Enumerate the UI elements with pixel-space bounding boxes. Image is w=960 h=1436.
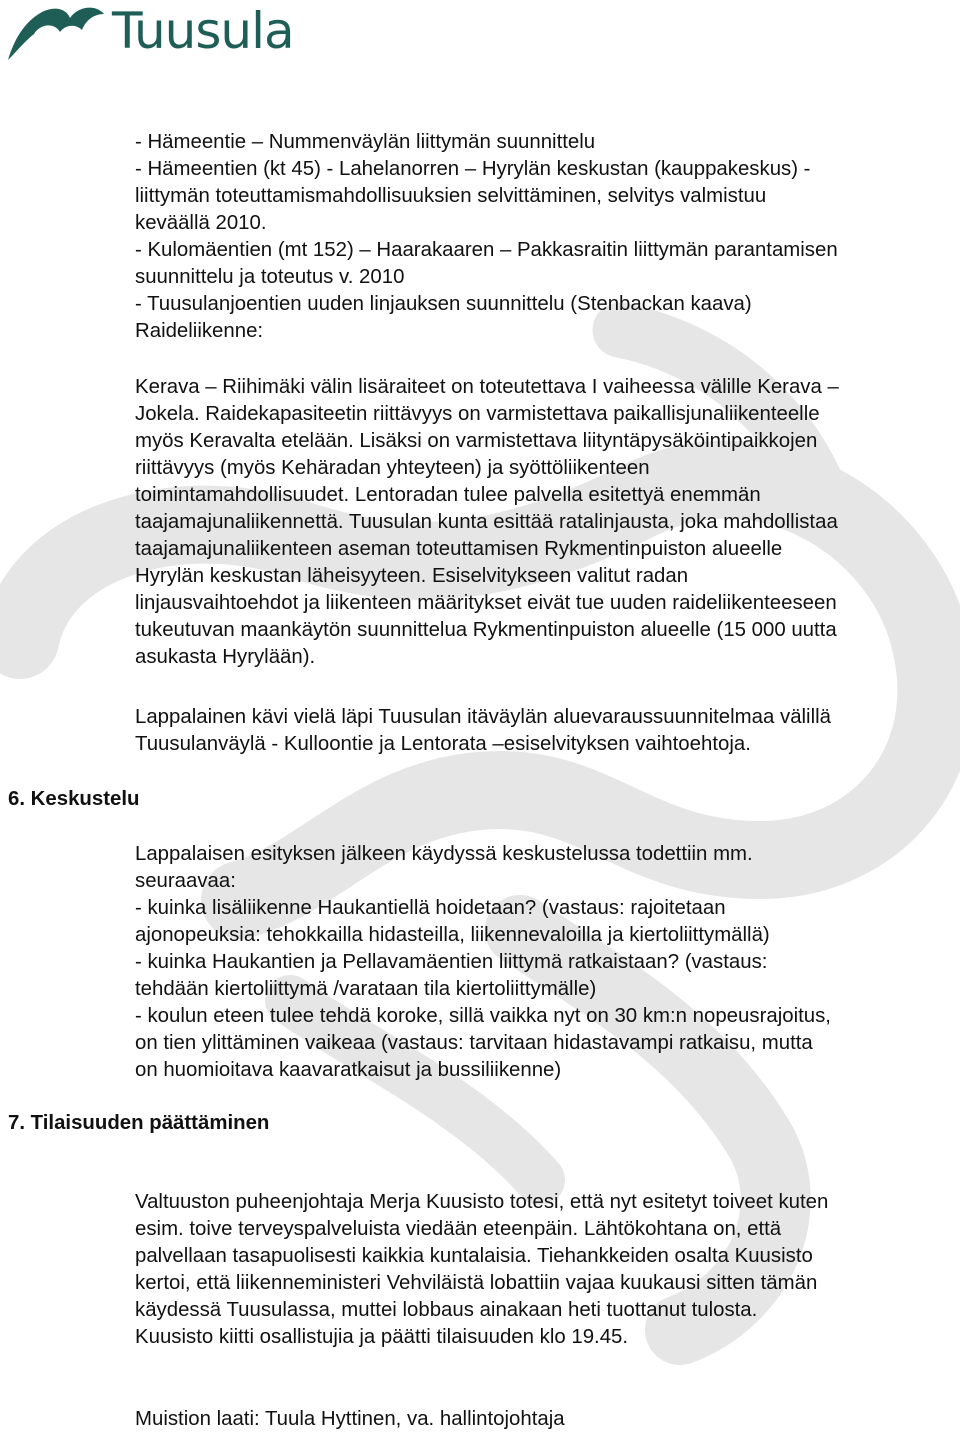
lappalainen-paragraph — [135, 704, 955, 758]
discussion-paragraph — [135, 841, 955, 1084]
text-line: tehdään kiertoliittymä /varataan tila kiertoliittymälle) — [135, 978, 597, 1000]
text-line: Tuusulanväylä - Kulloontie ja Lentorata –esiselvityksen vaihtoehtoja. — [135, 733, 751, 755]
text-line: keväällä 2010. — [135, 212, 267, 234]
text-line: Kerava – Riihimäki välin lisäraiteet on toteutettava I vaiheessa välille Kerava – — [135, 376, 839, 398]
text-line: palvellaan tasapuolisesti kaikkia kuntalaisia. Tiehankkeiden osalta Kuusisto — [135, 1245, 813, 1267]
text-line: toimintamahdollisuudet. Lentoradan tulee palvella esitettyä enemmän — [135, 484, 761, 506]
text-line: on huomioitava kaavaratkaisut ja bussiliikenne) — [135, 1059, 562, 1081]
text-line: - kuinka lisäliikenne Haukantiellä hoidetaan? (vastaus: rajoitetaan — [135, 897, 726, 919]
text-line: Jokela. Raidekapasiteetin riittävyys on varmistettava paikallisjunaliikenteelle — [135, 403, 820, 425]
section-heading-paattaminen: 7. Tilaisuuden päättäminen — [8, 1112, 270, 1134]
text-line: Valtuuston puheenjohtaja Merja Kuusisto totesi, että nyt esitetyt toiveet kuten — [135, 1191, 829, 1213]
text-line: - Tuusulanjoentien uuden linjauksen suunnittelu (Stenbackan kaava) — [135, 293, 752, 315]
text-line: kertoi, että liikenneministeri Vehviläistä lobattiin vajaa kuukausi sitten tämän — [135, 1272, 818, 1294]
text-line: Lappalainen kävi vielä läpi Tuusulan itäväylän aluevaraussuunnitelmaa välillä — [135, 706, 831, 728]
tuusula-logo — [0, 0, 310, 70]
leaf-logo-icon — [0, 0, 112, 70]
text-line: - koulun eteen tulee tehdä koroke, sillä vaikka nyt on 30 km:n nopeusrajoitus, — [135, 1005, 831, 1027]
text-line: taajamajunaliikenteen aseman toteuttamisen Rykmentinpuiston alueelle — [135, 538, 783, 560]
text-line: ajonopeuksia: tehokkailla hidasteilla, liikennevaloilla ja kiertoliittymällä) — [135, 924, 770, 946]
text-line: esim. toive terveyspalveluista viedään eteenpäin. Lähtökohtana on, että — [135, 1218, 782, 1240]
text-line: suunnittelu ja toteutus v. 2010 — [135, 266, 405, 288]
text-line: Lappalaisen esityksen jälkeen käydyssä keskustelussa todettiin mm. — [135, 843, 753, 865]
agenda-list-block — [135, 129, 955, 345]
text-line: käydessä Tuusulassa, muttei lobbaus ainakaan heti tuottanut tulosta. — [135, 1299, 758, 1321]
memo-author-line: Muistion laati: Tuula Hyttinen, va. hallintojohtaja — [135, 1408, 565, 1430]
text-line: myös Keravalta etelään. Lisäksi on varmistettava liityntäpysäköintipaikkojen — [135, 430, 818, 452]
text-line: liittymän toteuttamismahdollisuuksien selvittäminen, selvitys valmistuu — [135, 185, 767, 207]
text-line: - kuinka Haukantien ja Pellavamäentien liittymä ratkaistaan? (vastaus: — [135, 951, 768, 973]
rail-traffic-paragraph — [135, 374, 955, 671]
text-line: Hyrylän keskustan läheisyyteen. Esiselvitykseen valitut radan — [135, 565, 689, 587]
text-line: on tien ylittäminen vaikeaa (vastaus: tarvitaan hidastavampi ratkaisu, mutta — [135, 1032, 813, 1054]
text-line: linjausvaihtoehdot ja liikenteen määritykset eivät tue uuden raideliikenteeseen — [135, 592, 837, 614]
logo-wordmark: Tuusula — [112, 2, 294, 60]
text-line: taajamajunaliikennettä. Tuusulan kunta esittää ratalinjausta, joka mahdollistaa — [135, 511, 838, 533]
text-line: - Kulomäentien (mt 152) – Haarakaaren – Pakkasraitin liittymän parantamisen — [135, 239, 838, 261]
text-line: seuraavaa: — [135, 870, 236, 892]
text-line: - Hämeentien (kt 45) - Lahelanorren – Hyrylän keskustan (kauppakeskus) - — [135, 158, 811, 180]
section-heading-keskustelu: 6. Keskustelu — [8, 788, 140, 810]
text-line: Raideliikenne: — [135, 320, 264, 342]
text-line: Kuusisto kiitti osallistujia ja päätti tilaisuuden klo 19.45. — [135, 1326, 629, 1348]
text-line: asukasta Hyrylään). — [135, 646, 316, 668]
text-line: riittävyys (myös Kehäradan yhteyteen) ja syöttöliikenteen — [135, 457, 650, 479]
closing-paragraph — [135, 1189, 955, 1351]
text-line: - Hämeentie – Nummenväylän liittymän suunnittelu — [135, 131, 596, 153]
text-line: tukeutuvan maankäytön suunnittelua Rykmentinpuiston alueelle (15 000 uutta — [135, 619, 837, 641]
